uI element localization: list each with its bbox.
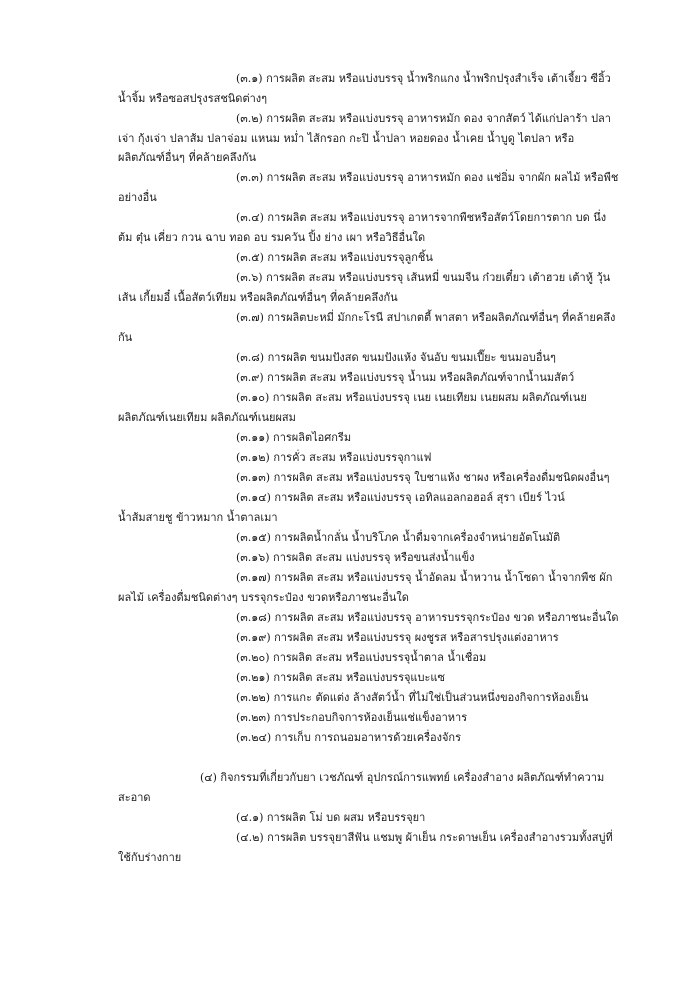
item-3-19: (๓.๑๙) การผลิต สะสม หรือแบ่งบรรจุ ผงชูรส หรือสารปรุงแต่งอาหาร xyxy=(236,631,559,644)
item-3-9: (๓.๙) การผลิต สะสม หรือแบ่งบรรจุ น้ำนม หรือผลิตภัณฑ์จากน้ำนมสัตว์ xyxy=(236,371,575,384)
item-4-line2: สะอาด xyxy=(118,791,151,804)
item-3-5: (๓.๕) การผลิต สะสม หรือแบ่งบรรจุลูกชิ้น xyxy=(236,251,433,264)
item-4-2-line2: ใช้กับร่างกาย xyxy=(118,851,182,864)
item-4-1: (๔.๑) การผลิต โม่ บด ผสม หรือบรรจุยา xyxy=(236,811,426,824)
item-3-22: (๓.๒๒) การแกะ ตัดแต่ง ล้างสัตว์น้ำ ที่ไม่ใช่เป็นส่วนหนึ่งของกิจการห้องเย็น xyxy=(236,691,589,704)
item-3-16: (๓.๑๖) การผลิต สะสม แบ่งบรรจุ หรือขนส่งน้ำแข็ง xyxy=(236,551,475,564)
item-3-7-line1: (๓.๗) การผลิตบะหมี่ มักกะโรนี สปาเกตตี้ พาสตา หรือผลิตภัณฑ์อื่นๆ ที่คล้ายคลึง xyxy=(236,311,616,324)
item-3-4-line1: (๓.๔) การผลิต สะสม หรือแบ่งบรรจุ อาหารจากพืชหรือสัตว์โดยการตาก บด นึ่ง xyxy=(236,211,607,224)
item-3-4-line2: ต้ม ตุ๋น เคี่ยว กวน ฉาบ ทอด อบ รมควัน ปิ้ง ย่าง เผา หรือวิธีอื่นใด xyxy=(118,231,426,244)
item-3-6-line1: (๓.๖) การผลิต สะสม หรือแบ่งบรรจุ เส้นหมี่ ขนมจีน ก๋วยเตี๋ยว เต้าฮวย เต้าหู้ วุ้น xyxy=(236,271,611,284)
item-3-8: (๓.๘) การผลิต ขนมปังสด ขนมปังแห้ง จันอับ ขนมเปี๊ยะ ขนมอบอื่นๆ xyxy=(236,351,556,364)
item-3-3-line1: (๓.๓) การผลิต สะสม หรือแบ่งบรรจุ อาหารหมัก ดอง แช่อิ่ม จากผัก ผลไม้ หรือพืช xyxy=(236,171,619,184)
item-3-6-line2: เส้น เกี้ยมอี๋ เนื้อสัตว์เทียม หรือผลิตภัณฑ์อื่นๆ ที่คล้ายคลึงกัน xyxy=(118,291,398,304)
item-3-14-line2: น้ำส้มสายชู ข้าวหมาก น้ำตาลเมา xyxy=(118,511,278,524)
item-3-23: (๓.๒๓) การประกอบกิจการห้องเย็นแช่แข็งอาหาร xyxy=(236,711,468,724)
item-3-17-line1: (๓.๑๗) การผลิต สะสม หรือแบ่งบรรจุ น้ำอัดลม น้ำหวาน น้ำโซดา น้ำจากพืช ผัก xyxy=(236,571,613,584)
item-3-14-line1: (๓.๑๔) การผลิต สะสม หรือแบ่งบรรจุ เอทิลแอลกอฮอล์ สุรา เบียร์ ไวน์ xyxy=(236,491,565,504)
item-3-18: (๓.๑๘) การผลิต สะสม หรือแบ่งบรรจุ อาหารบรรจุกระป๋อง ขวด หรือภาชนะอื่นใด xyxy=(236,611,619,624)
item-3-21: (๓.๒๑) การผลิต สะสม หรือแบ่งบรรจุแบะแซ xyxy=(236,671,445,684)
item-4-line1: (๔) กิจกรรมที่เกี่ยวกับยา เวชภัณฑ์ อุปกรณ์การแพทย์ เครื่องสำอาง ผลิตภัณฑ์ทำความ xyxy=(200,771,605,784)
item-3-15: (๓.๑๕) การผลิตน้ำกลั่น น้ำบริโภค น้ำดื่มจากเครื่องจำหน่ายอัตโนมัติ xyxy=(236,531,561,544)
item-3-10-line2: ผลิตภัณฑ์เนยเทียม ผลิตภัณฑ์เนยผสม xyxy=(118,411,296,424)
item-3-10-line1: (๓.๑๐) การผลิต สะสม หรือแบ่งบรรจุ เนย เนยเทียม เนยผสม ผลิตภัณฑ์เนย xyxy=(236,391,587,404)
item-3-13: (๓.๑๓) การผลิต สะสม หรือแบ่งบรรจุ ใบชาแห้ง ชาผง หรือเครื่องดื่มชนิดผงอื่นๆ xyxy=(236,471,610,484)
item-3-11: (๓.๑๑) การผลิตไอศกรีม xyxy=(236,431,352,444)
item-3-20: (๓.๒๐) การผลิต สะสม หรือแบ่งบรรจุน้ำตาล น้ำเชื่อม xyxy=(236,651,487,664)
item-3-7-line2: กัน xyxy=(118,331,133,344)
item-3-24: (๓.๒๔) การเก็บ การถนอมอาหารด้วยเครื่องจักร xyxy=(236,731,462,744)
item-3-2-line1: (๓.๒) การผลิต สะสม หรือแบ่งบรรจุ อาหารหมัก ดอง จากสัตว์ ได้แก่ปลาร้า ปลา xyxy=(236,112,611,125)
item-3-3-line2: อย่างอื่น xyxy=(118,191,157,204)
item-3-12: (๓.๑๒) การคั่ว สะสม หรือแบ่งบรรจุกาแฟ xyxy=(236,451,432,464)
item-3-2-line3: ผลิตภัณฑ์อื่นๆ ที่คล้ายคลึงกัน xyxy=(118,151,257,164)
item-4-2-line1: (๔.๒) การผลิต บรรจุยาสีฟัน แชมพู ผ้าเย็น กระดาษเย็น เครื่องสำอางรวมทั้งสบู่ที่ xyxy=(236,831,613,844)
item-3-17-line2: ผลไม้ เครื่องดื่มชนิดต่างๆ บรรจุกระป๋อง ขวดหรือภาชนะอื่นใด xyxy=(118,591,409,604)
item-3-1-line1: (๓.๑) การผลิต สะสม หรือแบ่งบรรจุ น้ำพริกแกง น้ำพริกปรุงสำเร็จ เต้าเจี้ยว ซีอิ้ว xyxy=(236,72,611,85)
item-3-2-line2: เจ่า กุ้งเจ่า ปลาส้ม ปลาจ่อม แหนม หม่ำ ไส้กรอก กะปิ น้ำปลา หอยดอง น้ำเคย น้ำบูดู ไตปลา หรือ xyxy=(118,132,575,145)
item-3-1-line2: น้ำจิ้ม หรือซอสปรุงรสชนิดต่างๆ xyxy=(118,92,268,105)
